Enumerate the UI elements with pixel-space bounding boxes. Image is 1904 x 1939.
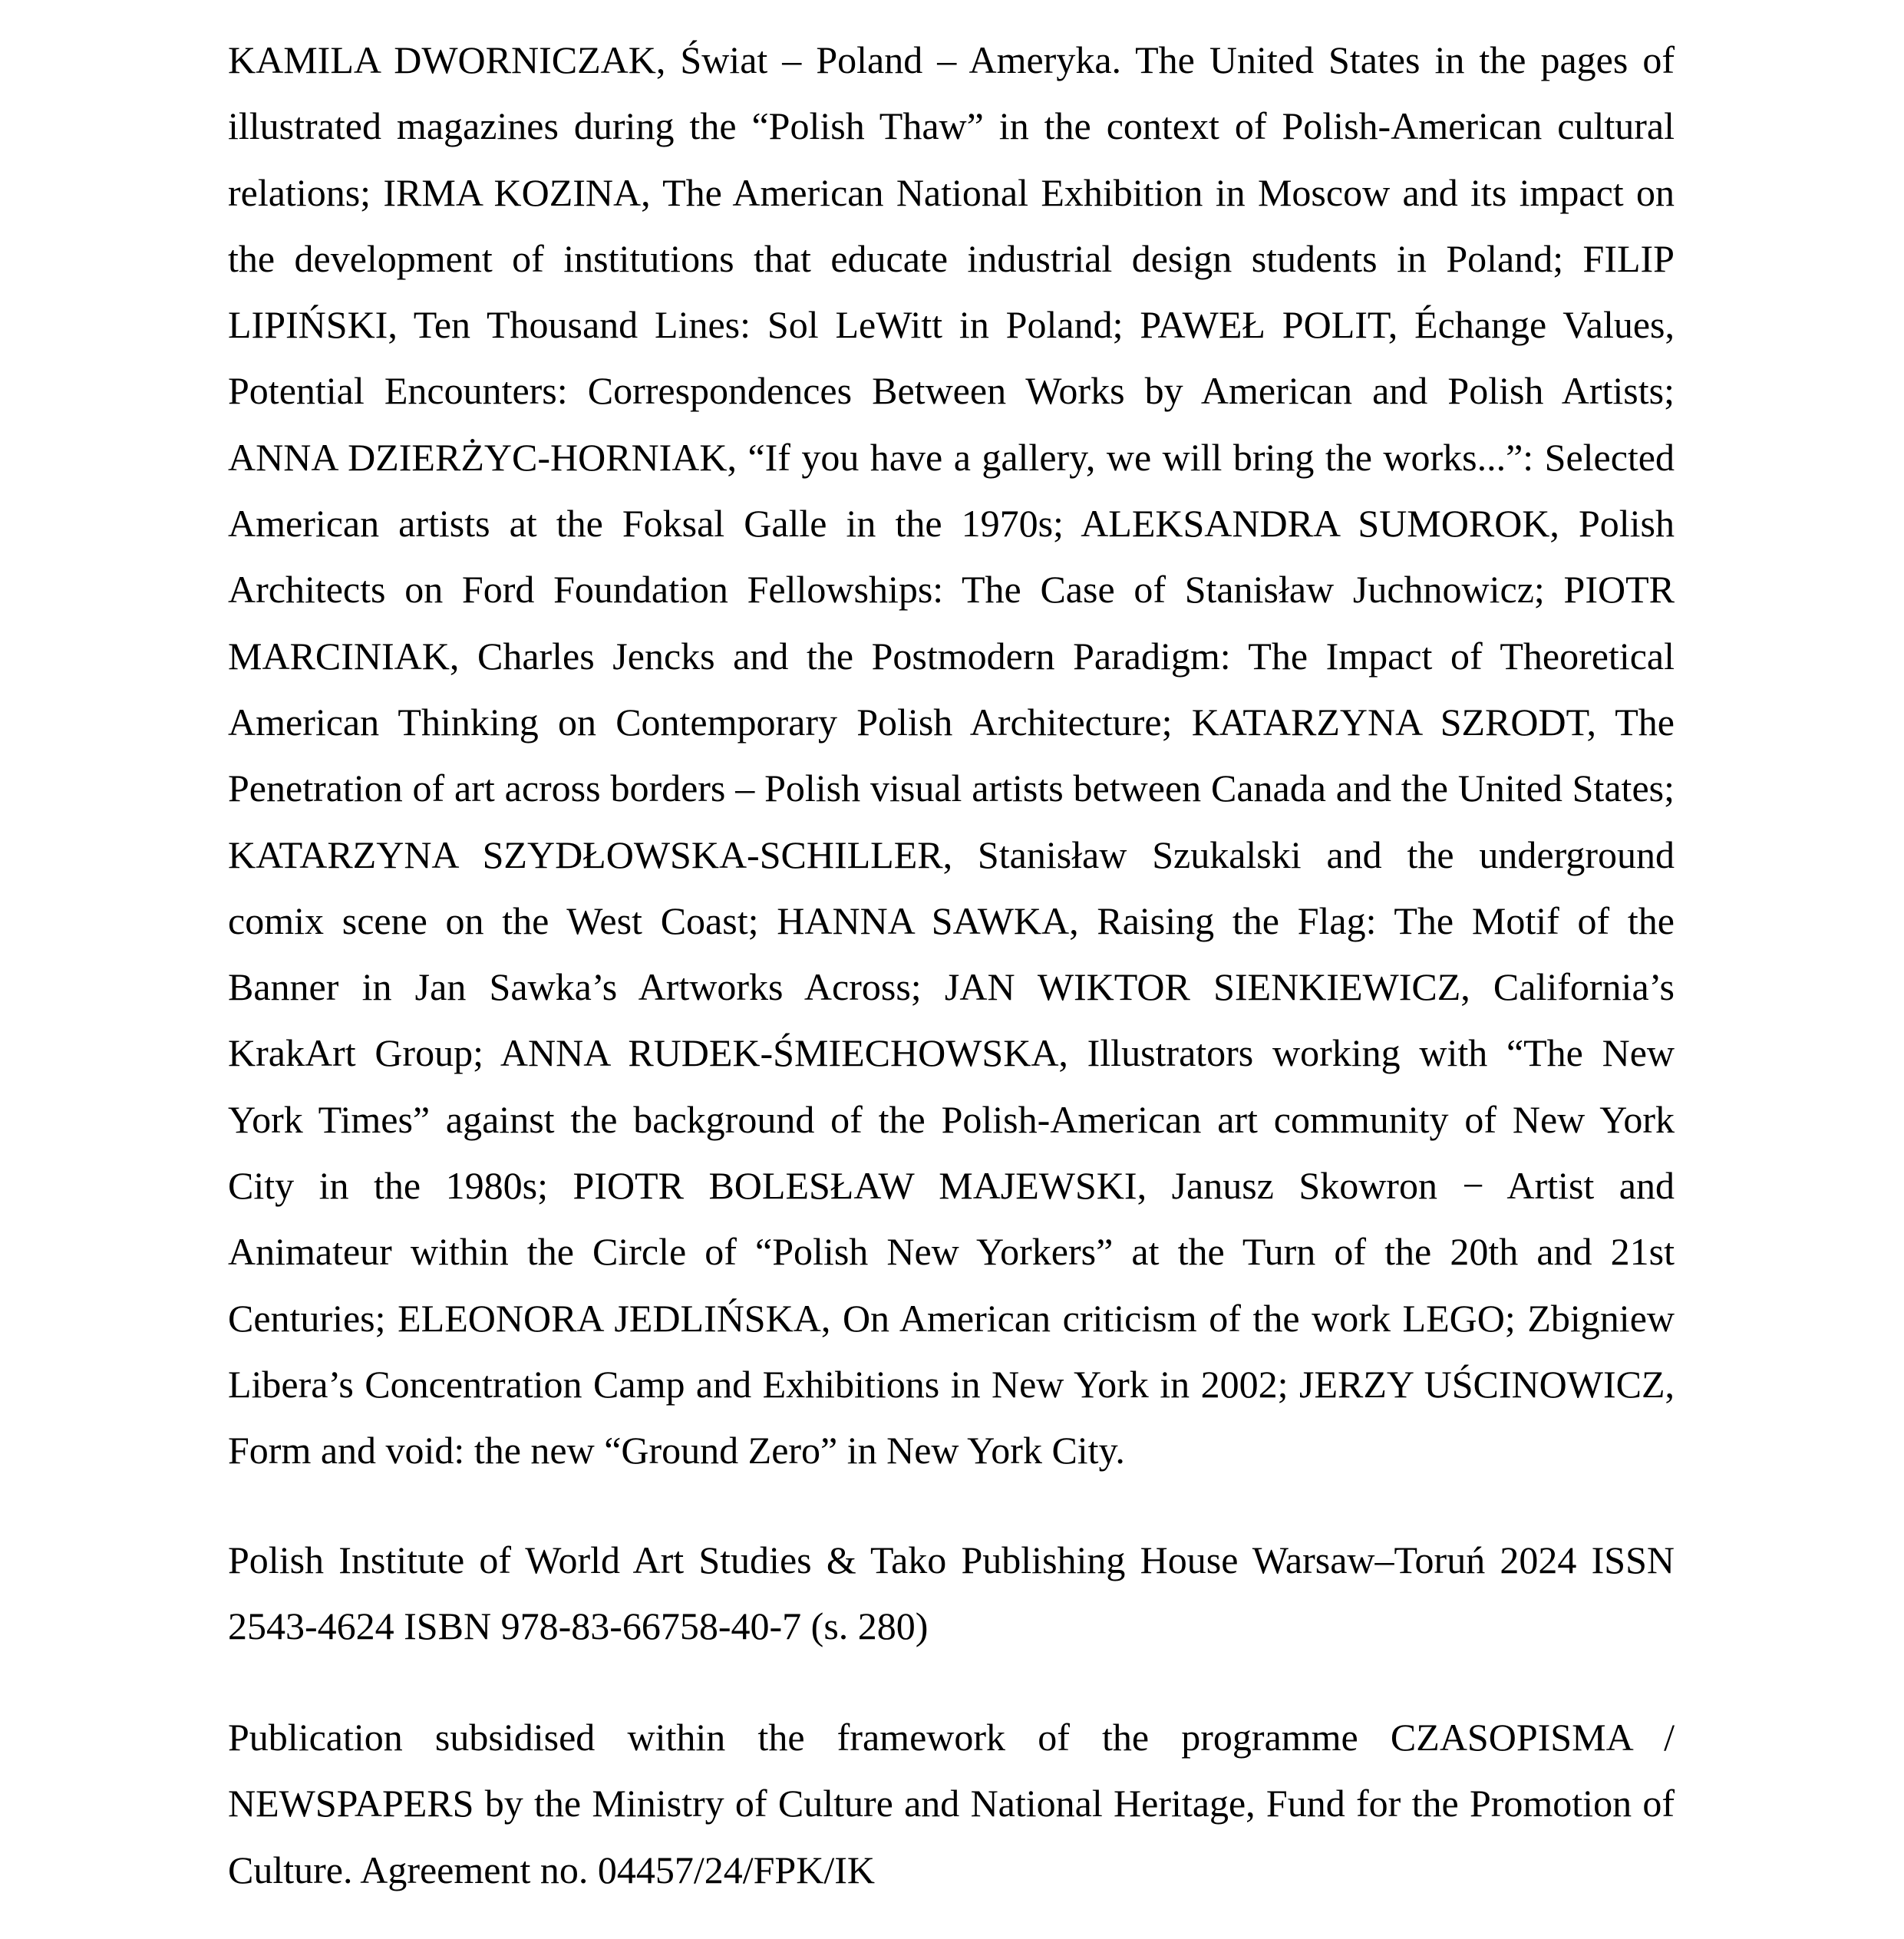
funding-paragraph <box>228 1704 1675 1903</box>
text-line: Animateur within the Circle of “Polish New Yorkers” at the Turn of the 20th and 21st <box>228 1230 1675 1274</box>
text-line: the development of institutions that educate industrial design students in Poland; FILIP <box>228 236 1675 280</box>
text-line: American Thinking on Contemporary Polish Architecture; KATARZYNA SZRODT, The <box>228 700 1675 744</box>
text-line: Banner in Jan Sawka’s Artworks Across; JAN WIKTOR SIENKIEWICZ, California’s <box>228 965 1675 1009</box>
text-line: Publication subsidised within the framework of the programme CZASOPISMA / <box>228 1716 1675 1759</box>
text-line: Centuries; ELEONORA JEDLIŃSKA, On American criticism of the work LEGO; Zbigniew <box>228 1296 1675 1340</box>
text-line: American artists at the Foksal Galle in the 1970s; ALEKSANDRA SUMOROK, Polish <box>228 502 1675 546</box>
text-line: KAMILA DWORNICZAK, Świat – Poland – Ameryka. The United States in the pages of <box>228 38 1675 81</box>
text-line: NEWSPAPERS by the Ministry of Culture and National Heritage, Fund for the Promotion of <box>228 1782 1675 1825</box>
text-line: Potential Encounters: Correspondences Between Works by American and Polish Artists; <box>228 369 1675 413</box>
text-line: KATARZYNA SZYDŁOWSKA-SCHILLER, Stanisław Szukalski and the underground <box>228 833 1675 876</box>
text-line: Culture. Agreement no. 04457/24/FPK/IK <box>228 1848 875 1891</box>
text-line: relations; IRMA KOZINA, The American National Exhibition in Moscow and its impact on <box>228 170 1675 214</box>
text-line: illustrated magazines during the “Polish Thaw” in the context of Polish-American cultural <box>228 104 1675 148</box>
text-line: City in the 1980s; PIOTR BOLESŁAW MAJEWSKI, Janusz Skowron − Artist and <box>228 1164 1675 1208</box>
text-line: LIPIŃSKI, Ten Thousand Lines: Sol LeWitt in Poland; PAWEŁ POLIT, Échange Values, <box>228 303 1675 347</box>
text-line: ANNA DZIERŻYC-HORNIAK, “If you have a gallery, we will bring the works...”: Selected <box>228 435 1675 479</box>
text-line: Penetration of art across borders – Polish visual artists between Canada and the United States; <box>228 767 1675 810</box>
publisher-paragraph <box>228 1527 1675 1660</box>
text-line: comix scene on the West Coast; HANNA SAWKA, Raising the Flag: The Motif of the <box>228 899 1675 942</box>
text-line: MARCINIAK, Charles Jencks and the Postmodern Paradigm: The Impact of Theoretical <box>228 634 1675 678</box>
text-line: York Times” against the background of the Polish-American art community of New York <box>228 1097 1675 1141</box>
text-line: 2543-4624 ISBN 978-83-66758-40-7 (s. 280) <box>228 1604 929 1648</box>
text-line: Form and void: the new “Ground Zero” in New York City. <box>228 1429 1125 1472</box>
text-line: Architects on Ford Foundation Fellowships: The Case of Stanisław Juchnowicz; PIOTR <box>228 568 1675 612</box>
contents-paragraph <box>228 27 1675 1484</box>
text-line: Libera’s Concentration Camp and Exhibitions in New York in 2002; JERZY UŚCINOWICZ, <box>228 1362 1675 1406</box>
text-line: KrakArt Group; ANNA RUDEK-ŚMIECHOWSKA, Illustrators working with “The New <box>228 1031 1675 1075</box>
text-line: Polish Institute of World Art Studies & Tako Publishing House Warsaw–Toruń 2024 ISSN <box>228 1538 1675 1581</box>
